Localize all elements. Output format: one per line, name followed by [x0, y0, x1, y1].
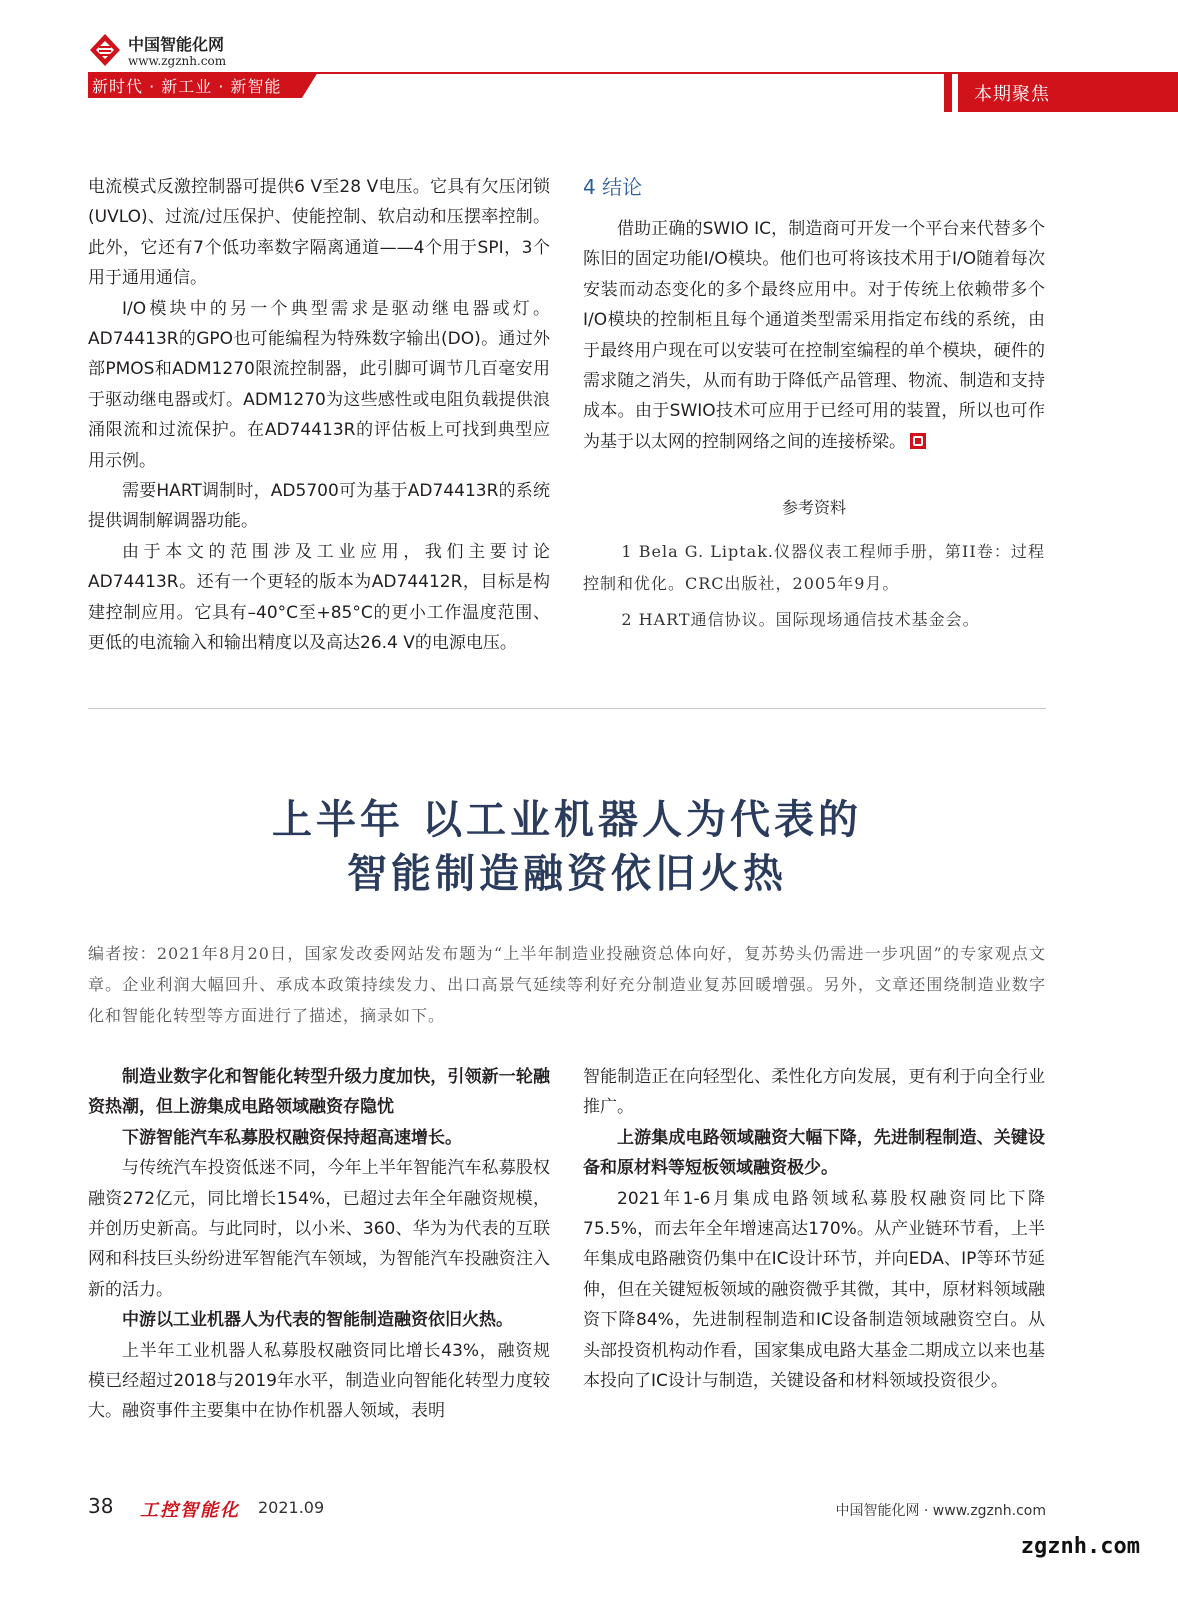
watermark: zgznh.com [1020, 1534, 1140, 1559]
slogan-text: 新时代 · 新工业 · 新智能 [92, 77, 282, 96]
end-mark-icon [910, 433, 926, 449]
conclusion-text: 借助正确的SWIO IC，制造商可开发一个平台来代替多个陈旧的固定功能I/O模块。他们也可将该技术用于I/O随着每次安装而动态变化的多个最终应用中。对于传统上依赖带多个I/O模块的控制柜且每个通道类型需采用指定布线的系统，由于最终用户现在可以安装可在控制室编程的单个模块，硬件的需求随之消失，从而有助于降低产品管理、物流、制造和支持成本。由于SWIO技术可应用于已经可用的装置，所以也可作为基于以太网的控制网络之间的连接桥梁。 [583, 219, 1046, 452]
paragraph: 2021年1-6月集成电路领域私募股权融资同比下降75.5%，而去年全年增速高达170%。从产业链环节看，上半年集成电路融资仍集中在IC设计环节，并向EDA、IP等环节延伸，但在关键短板领域的融资微乎其微，其中，原材料领域融资下降84%，先进制程制造和IC设备制造领域融资空白。从头部投资机构动作看，国家集成电路大基金二期成立以来也基本投向了IC设计与制造，关键设备和材料领域投资很少。 [583, 1188, 1045, 1392]
reference-item: 1 Bela G. Liptak.仪器仪表工程师手册，第II卷：过程控制和优化。CRC出版社，2005年9月。 [583, 541, 1045, 593]
reference-item: 2 HART通信协议。国际现场通信技术基金会。 [621, 609, 980, 629]
paragraph: 智能制造正在向轻型化、柔性化方向发展，更有利于向全行业推广。 [583, 1067, 1045, 1118]
paragraph: 电流模式反激控制器可提供6 V至28 V电压。它具有欠压闭锁(UVLO)、过流/过压保护、使能控制、软启动和压摆率控制。此外，它还有7个低功率数字隔离通道——4个用于SPI，3个用于通用通信。 [88, 177, 550, 289]
paragraph: I/O模块中的另一个典型需求是驱动继电器或灯。AD74413R的GPO也可能编程为特殊数字输出(DO)。通过外部PMOS和ADM1270限流控制器，此引脚可调节几百毫安用于驱动继电器或灯。ADM1270为这些感性或电阻负载提供浪涌限流和过流保护。在AD74413R的评估板上可找到典型应用示例。 [88, 298, 550, 471]
references-title: 参考资料 [781, 498, 846, 518]
article-title-line1: 上半年 以工业机器人为代表的 [272, 796, 862, 843]
site-logo-icon [88, 30, 122, 70]
site-url: www.zgznh.com [128, 54, 227, 68]
paragraph: 与传统汽车投资低迷不同，今年上半年智能汽车私募股权融资272亿元，同比增长154%，已超过去年全年融资规模，并创历史新高。与此同时，以小米、360、华为为代表的互联网和科技巨头纷纷进军智能汽车领域，为智能汽车投融资注入新的活力。 [88, 1158, 550, 1300]
paragraph: 需要HART调制时，AD5700可为基于AD74413R的系统提供调制解调器功能。 [88, 481, 550, 532]
page-number: 38 [88, 1494, 114, 1518]
site-name: 中国智能化网 [128, 35, 225, 54]
right-column-bottom [583, 1062, 1045, 1396]
paragraph: 由于本文的范围涉及工业应用，我们主要讨论AD74413R。还有一个更轻的版本为AD74412R，目标是构建控制应用。它具有–40°C至+85°C的更小工作温度范围、更低的电流输入和输出精度以及高达26.4 V的电源电压。 [88, 541, 550, 654]
issue-date: 2021.09 [258, 1498, 325, 1517]
left-column-bottom [88, 1062, 550, 1427]
footer-site: 中国智能化网 · www.zgznh.com [835, 1503, 1046, 1519]
section-divider [88, 708, 1046, 709]
paragraph: 上半年工业机器人私募股权融资同比增长43%，融资规模已经超过2018与2019年水平，制造业向智能化转型力度较大。融资事件主要集中在协作机器人领域，表明 [88, 1340, 550, 1422]
article-title-line2: 智能制造融资依旧火热 [347, 850, 787, 897]
section-heading: 中游以工业机器人为代表的智能制造融资依旧火热。 [122, 1310, 513, 1331]
editor-note: 编者按：2021年8月20日，国家发改委网站发布题为“上半年制造业投融资总体向好，复苏势头仍需进一步巩固”的专家观点文章。企业利润大幅回升、承成本政策持续发力、出口高景气延续等利好充分制造业复苏回暖增强。另外，文章还围绕制造业数字化和智能化转型等方面进行了描述，摘录如下。 [88, 944, 1046, 1025]
section-heading: 上游集成电路领域融资大幅下降，先进制程制造、关键设备和原材料等短板领域融资极少。 [583, 1127, 1045, 1179]
conclusion-paragraph [583, 214, 1045, 457]
section-heading: 下游智能汽车私募股权融资保持超高速增长。 [122, 1127, 462, 1148]
section-tab-edge [944, 74, 952, 112]
section-heading: 制造业数字化和智能化转型升级力度加快，引领新一轮融资热潮，但上游集成电路领域融资存隐忧 [88, 1067, 550, 1118]
section-label: 本期聚焦 [974, 84, 1050, 105]
right-column-top [583, 172, 1045, 636]
left-column-top [88, 172, 550, 659]
conclusion-heading: 4 结论 [583, 175, 643, 199]
magazine-logo: 工控智能化 [140, 1500, 240, 1521]
